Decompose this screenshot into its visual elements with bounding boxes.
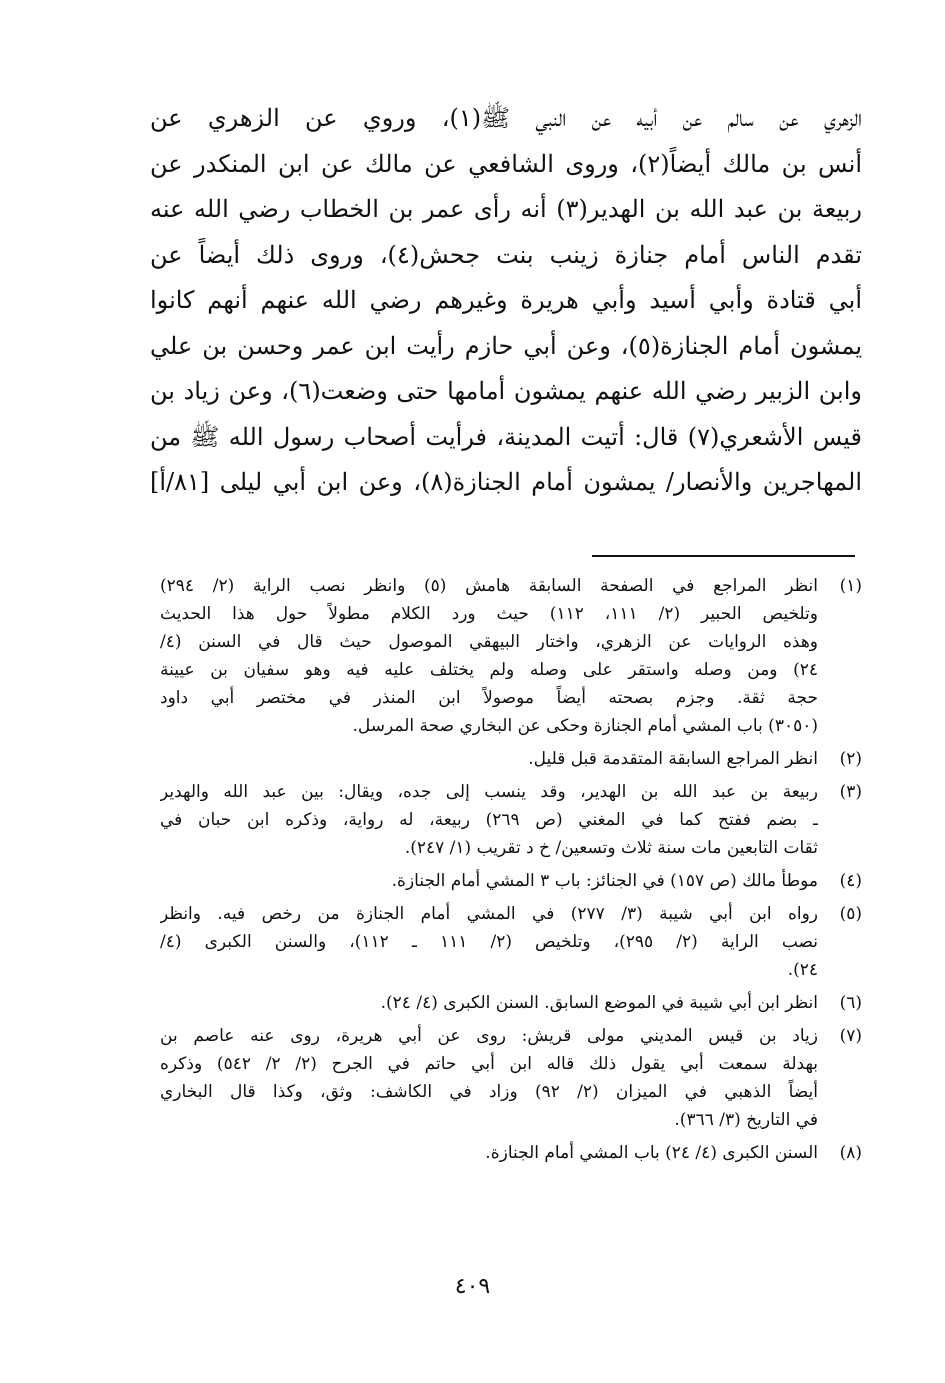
footnote-number: (٨)	[839, 1143, 862, 1163]
footnote-line: نصب الراية (٢/ ٢٩٥)، وتلخيص (٢/ ١١١ ـ ١١٢)، والسنن الكبرى (٤/	[160, 932, 818, 952]
main-text-line: يمشون أمام الجنازة(٥)، وعن أبي حازم رأيت ابن عمر وحسن بن علي	[150, 331, 862, 360]
footnote-body	[160, 867, 818, 895]
footnote-separator	[592, 555, 855, 557]
main-text-line: أبي قتادة وأبي أسيد وأبي هريرة وغيرهم رضي الله عنهم أنهم كانوا	[150, 286, 862, 314]
footnote-body	[160, 1022, 818, 1134]
footnote-line: ٢٤) ومن وصله واستقر على وصله ولم يختلف عليه فيه وهو سفيان بن عيينة	[160, 660, 818, 680]
page-number: ٤٠٩	[454, 1274, 491, 1299]
footnote-body	[160, 900, 818, 984]
footnote-line: انظر المراجع في الصفحة السابقة هامش (٥) وانظر نصب الراية (٢/ ٢٩٤)	[160, 576, 818, 596]
footnote-number: (٣)	[839, 782, 862, 802]
footnote-body	[160, 778, 818, 862]
footnote-line: بهدلة سمعت أبي يقول ذلك قاله ابن أبي حاتم في الجرح (٢/ ٢/ ٥٤٢) وذكره	[160, 1054, 818, 1074]
footnote-body	[160, 1139, 818, 1167]
footnote-line: زياد بن قيس المديني مولى قريش: روى عن أبي هريرة، روى عنه عاصم بن	[160, 1026, 818, 1046]
main-text-line: وابن الزبير رضي الله عنهم يمشون أمامها حتى وضعت(٦)، وعن زياد بن	[150, 377, 862, 405]
footnote-line: رواه ابن أبي شيبة (٣/ ٢٧٧) في المشي أمام الجنازة من رخص فيه. وانظر	[160, 904, 818, 924]
footnote-line: السنن الكبرى (٤/ ٢٤) باب المشي أمام الجنازة.	[485, 1143, 818, 1163]
footnote-line: انظر ابن أبي شيبة في الموضع السابق. السنن الكبرى (٤/ ٢٤).	[380, 993, 818, 1013]
footnote-line: وتلخيص الحبير (٢/ ١١١، ١١٢) حيث ورد الكلام مطولاً حول هذا الحديث	[160, 604, 818, 624]
footnote-line: ثقات التابعين مات سنة ثلاث وتسعين/ خ د تقريب (١/ ٢٤٧).	[404, 838, 818, 858]
footnote-body	[160, 745, 818, 773]
footnote-line: في التاريخ (٣/ ٣٦٦).	[674, 1110, 818, 1130]
main-text	[150, 96, 862, 506]
footnote-line: ربيعة بن عبد الله بن الهدير، وقد ينسب إلى جده، ويقال: بين عبد الله والهدير	[160, 782, 818, 802]
footnote-line: ٢٤).	[787, 960, 818, 980]
footnote-line: حجة ثقة. وجزم بصحته أيضاً موصولاً ابن المنذر في مختصر أبي داود	[160, 688, 818, 708]
main-text-line: ربيعة بن عبد الله بن الهدير(٣) أنه رأى عمر بن الخطاب رضي الله عنه	[150, 195, 862, 223]
footnote-line: انظر المراجع السابقة المتقدمة قبل قليل.	[528, 749, 818, 769]
footnote-line: ـ بضم ففتح كما في المغني (ص ٢٦٩) ربيعة، له رواية، وذكره ابن حبان في	[160, 810, 818, 830]
footnote-line: (٣٠٥٠) باب المشي أمام الجنازة وحكى عن البخاري صحة المرسل.	[352, 716, 818, 736]
footnote-4	[160, 867, 862, 895]
footnote-2	[160, 745, 862, 773]
footnote-number: (٤)	[839, 871, 862, 891]
footnote-5	[160, 900, 862, 984]
footnote-number: (٧)	[839, 1026, 862, 1046]
main-text-line: المهاجرين والأنصار/ يمشون أمام الجنازة(٨)، وعن ابن أبي ليلى [٨١/أ]	[150, 468, 862, 496]
footnote-number: (٦)	[839, 993, 862, 1013]
footnote-7	[160, 1022, 862, 1134]
main-text-line: أنس بن مالك أيضاً(٢)، وروى الشافعي عن مالك عن ابن المنكدر عن	[150, 149, 862, 178]
footnote-body	[160, 989, 818, 1017]
footnote-number: (١)	[839, 576, 862, 596]
footnote-1	[160, 572, 862, 740]
main-text-line: تقدم الناس أمام جنازة زينب بنت جحش(٤)، وروى ذلك أيضاً عن	[150, 240, 862, 269]
main-text-line: الزهري عن سالم عن أبيه عن النبي ﷺ(١)، وروي عن الزهري عن	[150, 104, 862, 132]
footnote-line: أيضاً الذهبي في الميزان (٢/ ٩٢) وزاد في الكاشف: وثق، وكذا قال البخاري	[160, 1082, 818, 1102]
footnote-3	[160, 778, 862, 862]
footnote-8	[160, 1139, 862, 1167]
footnote-body	[160, 572, 818, 740]
main-text-line: قيس الأشعري(٧) قال: أتيت المدينة، فرأيت أصحاب رسول الله ﷺ من	[150, 422, 862, 451]
footnote-number: (٥)	[839, 904, 862, 924]
footnote-number: (٢)	[839, 749, 862, 769]
footnote-line: موطأ مالك (ص ١٥٧) في الجنائز: باب ٣ المشي أمام الجنازة.	[391, 871, 818, 891]
footnote-6	[160, 989, 862, 1017]
footnotes	[160, 572, 862, 1172]
footnote-line: وهذه الروايات عن الزهري، واختار البيهقي الموصول حيث قال في السنن (٤/	[160, 632, 818, 652]
